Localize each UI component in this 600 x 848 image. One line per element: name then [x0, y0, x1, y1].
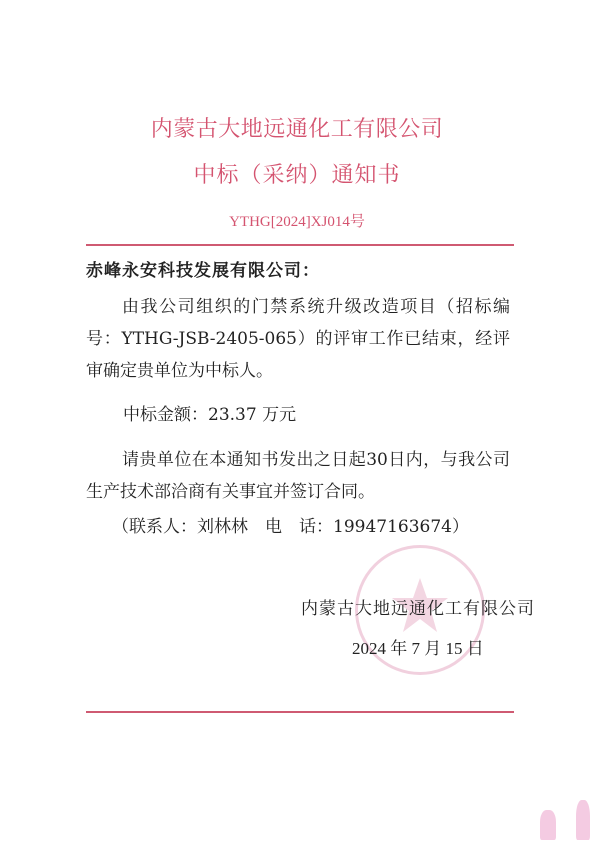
footer-divider [86, 711, 514, 713]
document-title: 中标（采纳）通知书 [193, 163, 401, 188]
company-heading: 内蒙古大地远通化工有限公司 [150, 117, 444, 142]
contact-info: （联系人：刘林林 电 话：19947163674） [112, 517, 469, 537]
signature-company: 内蒙古大地远通化工有限公司 [301, 599, 535, 619]
signature-date: 2024 年 7 月 15 日 [352, 639, 484, 658]
header-divider [86, 244, 514, 246]
document-number: YTHG[2024]XJ014号 [229, 214, 365, 230]
addressee: 赤峰永安科技发展有限公司： [86, 261, 320, 281]
stamp-edge-mark [540, 810, 556, 840]
contract-paragraph: 请贵单位在本通知书发出之日起30日内，与我公司生产技术部洽商有关事宜并签订合同。 [86, 450, 510, 502]
award-paragraph: 由我公司组织的门禁系统升级改造项目（招标编号：YTHG-JSB-2405-065）的评审工作已结束，经评审确定贵单位为中标人。 [86, 297, 510, 381]
award-amount: 中标金额：23.37 万元 [123, 405, 297, 425]
stamp-edge-mark [576, 800, 590, 840]
